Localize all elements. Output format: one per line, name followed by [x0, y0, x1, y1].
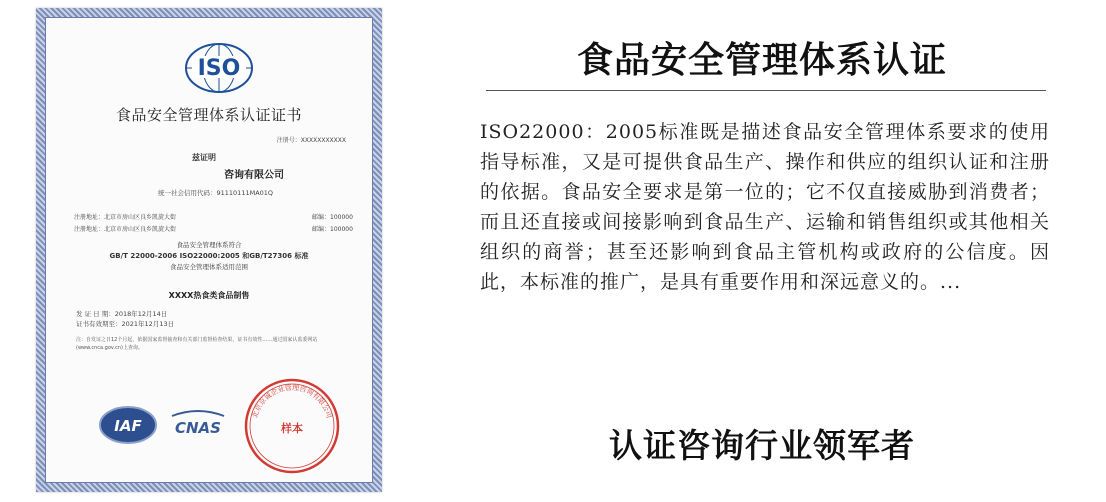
registered-address	[74, 212, 354, 221]
title-divider	[486, 90, 1046, 91]
office-address-text: 注册地址：北京市房山区良乡凯旋大街	[74, 226, 177, 233]
credit-code: 统一社会信用代码：91110111MA01Q	[158, 189, 274, 197]
slogan: 认证咨询行业领军者	[609, 426, 915, 465]
description-paragraph: ISO22000：2005标准既是描述食品安全管理体系要求的使用指导标准，又是可提供食品生产、操作和供应的组织认证和注册的依据。食品安全要求是第一位的；它不仅直接威胁到消费者；而且还直接或间接影响到食品生产、运输和销售组织或其他相关组织的商誉；甚至还影响到食品主管机构或政府的公信度。因此，本标准的推广，是具有重要作用和深远意义的。...	[480, 121, 1050, 293]
seal-center-text: 样本	[281, 422, 303, 435]
company-name: 咨询有限公司	[224, 170, 284, 181]
standards-block	[46, 240, 372, 273]
hereby-certify: 兹证明	[192, 153, 216, 162]
certificate-paper	[45, 17, 373, 483]
iaf-logo	[98, 404, 158, 446]
office-postal: 邮编：100000	[312, 226, 353, 233]
company-seal	[242, 376, 342, 476]
registered-address-text: 注册地址：北京市房山区良乡凯旋大街	[74, 214, 177, 221]
expiry-date: 证书有效期至：2021年12月13日	[76, 320, 175, 328]
iso-logo	[184, 41, 254, 95]
registration-number: 注册号：XXXXXXXXXXX	[276, 137, 346, 144]
iso-logo-text: ISO	[197, 56, 241, 81]
office-address	[74, 224, 354, 233]
scope-item: XXXX热食类食品制售	[168, 291, 250, 300]
conformity-line: 食品安全管理体系符合	[176, 241, 242, 249]
certificate-title: 食品安全管理体系认证证书	[115, 106, 302, 124]
scope-line: 食品安全管理体系适用范围	[170, 263, 248, 271]
iaf-logo-text: IAF	[114, 417, 142, 435]
cnas-logo	[166, 408, 230, 442]
certificate-image	[36, 8, 382, 492]
standards-line: GB/T 22000-2006 ISO22000:2005 和GB/T27306 标准	[109, 252, 309, 260]
issue-date: 发 证 日 期：2018年12月14日	[76, 310, 168, 318]
cnas-logo-text: CNAS	[175, 419, 221, 437]
page-title: 食品安全管理体系认证	[576, 39, 947, 81]
certificate-notes: 注：自发证之日12个月起，依据国家监督抽查和有关部门监督检查结果，证书有效性……通过国家认监委网站(www.cnca.gov.cn)上查询。	[76, 337, 318, 351]
seal-ring-text: 北京京诚企业管理咨询有限公司	[250, 383, 334, 420]
dates-block	[76, 309, 174, 329]
registered-postal: 邮编：100000	[312, 214, 353, 221]
